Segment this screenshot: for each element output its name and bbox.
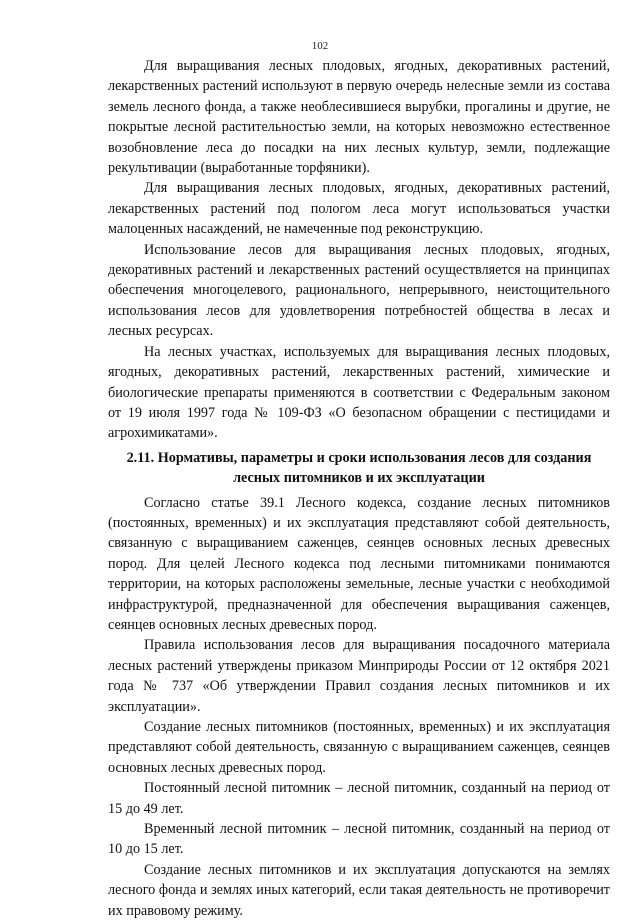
paragraph: Правила использования лесов для выращивания посадочного материала лесных растений утверждены приказом Минприроды России от 12 октября 2021 года № 737 «Об утверждении Правил создания лесных питомников и их эксплуатации». — [108, 637, 610, 715]
paragraph: Для выращивания лесных плодовых, ягодных, декоративных растений, лекарственных растений под пологом леса могут использоваться участки малоценных насаждений, не намеченные под реконструкцию. — [108, 180, 610, 238]
page-content — [108, 56, 610, 921]
paragraph: Согласно статье 39.1 Лесного кодекса, создание лесных питомников (постоянных, временных) и их эксплуатация представляют собой деятельность, связанную с выращиванием саженцев, сеянцев основных лесных древесных пород. Для целей Лесного кодекса под лесными питомниками понимаются территории, на которых расположены земельные, лесные участки с необходимой инфраструктурой, предназначенной для обеспечения выращивания саженцев, сеянцев основных лесных древесных пород. — [108, 494, 610, 633]
paragraph: Постоянный лесной питомник – лесной питомник, созданный на период от 15 до 49 лет. — [108, 780, 610, 817]
paragraph: На лесных участках, используемых для выращивания лесных плодовых, ягодных, декоративных растений, лекарственных растений, химические и биологические препараты применяются в соответствии с Федеральным законом от 19 июля 1997 года № 109-ФЗ «О безопасном обращении с пестицидами и агрохимикатами». — [108, 343, 610, 442]
paragraph: Временный лесной питомник – лесной питомник, созданный на период от 10 до 15 лет. — [108, 821, 610, 858]
page-number: 102 — [311, 40, 329, 52]
paragraph: Использование лесов для выращивания лесных плодовых, ягодных, декоративных растений и лекарственных растений осуществляется на принципах обеспечения многоцелевого, рационального, непрерывного, неистощительного использования лесов для удовлетворения потребностей общества в лесах и лесных ресурсах. — [108, 241, 610, 340]
section-heading: 2.11. Нормативы, параметры и сроки использования лесов для создания лесных питомников и их эксплуатации — [126, 449, 592, 487]
paragraph: Создание лесных питомников (постоянных, временных) и их эксплуатация представляют собой деятельность, связанную с выращиванием саженцев, сеянцев основных лесных древесных пород. — [108, 719, 610, 776]
paragraph: Для выращивания лесных плодовых, ягодных, декоративных растений, лекарственных растений используют в первую очередь нелесные земли из состава земель лесного фонда, а также необлесившиеся вырубки, прогалины и другие, не покрытые лесной растительностью земли, на которых невозможно естественное возобновление леса до посадки на них лесных культур, земли, подлежащие рекультивации (выработанные торфяники). — [108, 58, 610, 177]
paragraph: Создание лесных питомников и их эксплуатация допускаются на землях лесного фонда и землях иных категорий, если такая деятельность не противоречит их правовому режиму. — [108, 861, 610, 919]
